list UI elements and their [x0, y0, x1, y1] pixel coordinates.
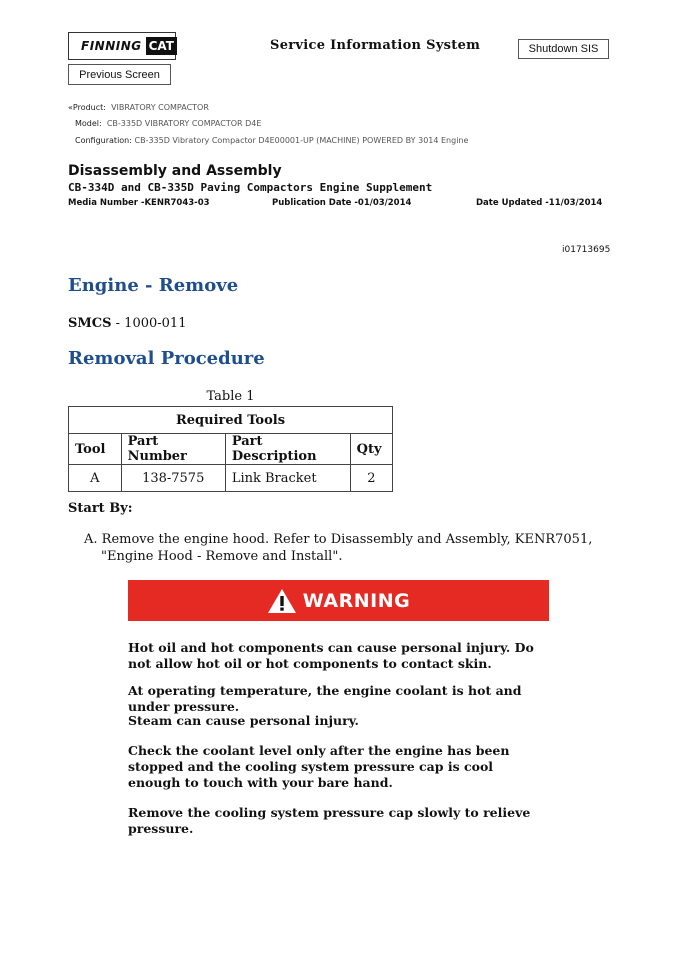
col-header-qty: Qty — [350, 434, 392, 465]
product-line — [68, 103, 209, 112]
table-caption: Table 1 — [206, 389, 255, 404]
warning-paragraph: Remove the cooling system pressure cap slowly to relieve pressure. — [128, 805, 531, 836]
warning-paragraph: Check the coolant level only after the engine has been stopped and the cooling system pressure cap is cool enough to touch with your bare hand. — [128, 743, 510, 790]
col-header-part-description: Part Description — [225, 434, 350, 465]
cat-badge: CAT — [146, 37, 177, 55]
page-title: Engine - Remove — [68, 275, 239, 296]
model-label: Model: — [75, 119, 102, 128]
config-value: CB-335D Vibratory Compactor D4E00001-UP (MACHINE) POWERED BY 3014 Engine — [134, 136, 469, 145]
date-updated: Date Updated -11/03/2014 — [476, 198, 603, 208]
model-line — [75, 119, 261, 128]
document-id: i01713695 — [562, 245, 611, 255]
product-value: VIBRATORY COMPACTOR — [111, 103, 209, 112]
procedure-heading: Removal Procedure — [68, 348, 265, 369]
table-row — [69, 465, 393, 492]
cell-tool: A — [69, 465, 122, 492]
warning-triangle-icon — [267, 588, 297, 614]
warning-banner — [128, 580, 549, 621]
table-title: Required Tools — [69, 407, 393, 434]
warning-paragraph: Hot oil and hot components can cause personal injury. Do not allow hot oil or hot components to contact skin. — [128, 640, 534, 671]
document-subtitle: CB-334D and CB-335D Paving Compactors Engine Supplement — [68, 181, 433, 194]
product-arrow-icon: « — [68, 103, 73, 112]
configuration-line — [75, 136, 468, 145]
shutdown-sis-button[interactable]: Shutdown SIS — [518, 39, 609, 59]
model-value: CB-335D VIBRATORY COMPACTOR D4E — [106, 119, 262, 128]
finning-cat-logo — [68, 32, 176, 60]
warning-paragraph: At operating temperature, the engine coolant is hot and under pressure. — [128, 683, 522, 714]
config-label: Configuration: — [75, 136, 132, 145]
logo-text: FINNING — [81, 39, 142, 53]
col-header-tool: Tool — [69, 434, 122, 465]
publication-date: Publication Date -01/03/2014 — [272, 198, 412, 208]
document-title: Disassembly and Assembly — [68, 163, 282, 179]
warning-label: WARNING — [302, 589, 411, 612]
smcs-label: SMCS — [68, 316, 112, 331]
smcs-code — [68, 316, 186, 331]
cell-part-number: 138-7575 — [121, 465, 225, 492]
start-by-label: Start By: — [68, 501, 133, 516]
cell-qty: 2 — [350, 465, 392, 492]
media-number: Media Number -KENR7043-03 — [68, 198, 210, 208]
required-tools-table — [68, 406, 393, 492]
step-a: A. Remove the engine hood. Refer to Disassembly and Assembly, KENR7051, "Engine Hood - Remove and Install". — [84, 532, 593, 564]
system-title: Service Information System — [270, 38, 481, 53]
cell-part-description: Link Bracket — [225, 465, 350, 492]
product-label: Product: — [72, 103, 106, 112]
previous-screen-button[interactable]: Previous Screen — [68, 64, 171, 85]
smcs-value: - 1000-011 — [111, 316, 187, 331]
warning-paragraph: Steam can cause personal injury. — [128, 713, 359, 728]
col-header-part-number: Part Number — [121, 434, 225, 465]
